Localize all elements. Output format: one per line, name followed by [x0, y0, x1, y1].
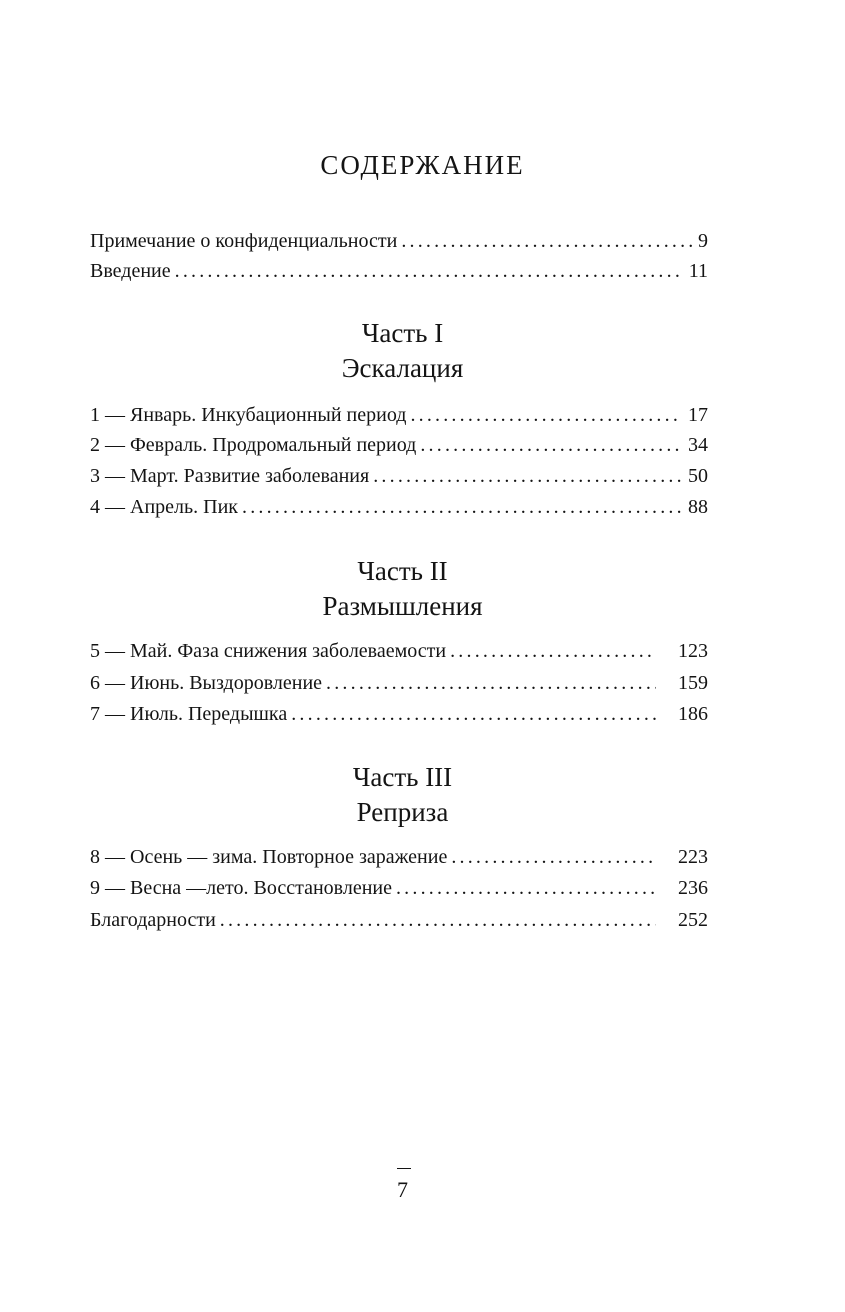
toc-entry-page: 159: [678, 672, 708, 694]
leader-dots: [291, 699, 656, 729]
part-number: Часть III: [352, 762, 453, 792]
toc-entry[interactable]: [90, 430, 708, 460]
toc-entry-label: 5 — Май. Фаза снижения заболеваемости: [90, 640, 447, 662]
toc-entry[interactable]: [90, 636, 708, 666]
toc-entry-page: 223: [678, 846, 708, 868]
toc-entry[interactable]: [90, 842, 708, 872]
toc-entry[interactable]: [90, 492, 708, 522]
toc-entry-page: 11: [688, 260, 708, 282]
leader-dots: [450, 636, 656, 666]
toc-entry[interactable]: [90, 256, 708, 286]
toc-entry-page: 17: [688, 404, 708, 426]
toc-entry[interactable]: [90, 699, 708, 729]
leader-dots: [396, 873, 656, 903]
toc-entry-page: 252: [678, 909, 708, 931]
leader-dots: [401, 226, 692, 256]
toc-entry[interactable]: [90, 873, 708, 903]
toc-entry[interactable]: [90, 226, 708, 256]
toc-entry-label: 6 — Июнь. Выздоровление: [90, 672, 323, 694]
toc-entry-page: 88: [688, 496, 708, 518]
toc-entry-label: 4 — Апрель. Пик: [90, 496, 238, 518]
leader-dots: [242, 492, 682, 522]
toc-entry-label: Введение: [90, 260, 171, 282]
part-number: Часть II: [357, 556, 448, 586]
leader-dots: [410, 400, 682, 430]
toc-entry-label: 1 — Январь. Инкубационный период: [90, 404, 407, 426]
toc-entry-page: 34: [688, 434, 708, 456]
part-name: Реприза: [356, 797, 449, 827]
part-number: Часть I: [361, 318, 444, 348]
toc-entry-label: Благодарности: [90, 909, 216, 931]
toc-entry[interactable]: [90, 905, 708, 935]
leader-dots: [175, 256, 683, 286]
page-title: СОДЕРЖАНИЕ: [320, 150, 525, 180]
toc-entry-page: 50: [688, 465, 708, 487]
toc-entry-label: 7 — Июль. Передышка: [90, 703, 288, 725]
toc-entry-label: 2 — Февраль. Продромальный период: [90, 434, 417, 456]
toc-entry-label: 8 — Осень — зима. Повторное заражение: [90, 846, 448, 868]
toc-entry-page: 186: [678, 703, 708, 725]
toc-entry[interactable]: [90, 668, 708, 698]
leader-dots: [326, 668, 656, 698]
toc-entry-label: 3 — Март. Развитие заболевания: [90, 465, 370, 487]
toc-entry-page: 236: [678, 877, 708, 899]
toc-entry-page: 123: [678, 640, 708, 662]
toc-entry[interactable]: [90, 461, 708, 491]
leader-dots: [373, 461, 682, 491]
page-number: 7: [397, 1177, 408, 1202]
leader-dots: [220, 905, 656, 935]
leader-dots: [451, 842, 656, 872]
toc-entry-label: Примечание о конфиденциальности: [90, 230, 398, 252]
part-name: Эскалация: [341, 353, 464, 383]
part-name: Размышления: [322, 591, 483, 621]
toc-entry[interactable]: [90, 400, 708, 430]
toc-entry-page: 9: [698, 230, 708, 252]
leader-dots: [420, 430, 682, 460]
toc-entry-label: 9 — Весна —лето. Восстановление: [90, 877, 392, 899]
page-number-rule: [397, 1168, 411, 1169]
